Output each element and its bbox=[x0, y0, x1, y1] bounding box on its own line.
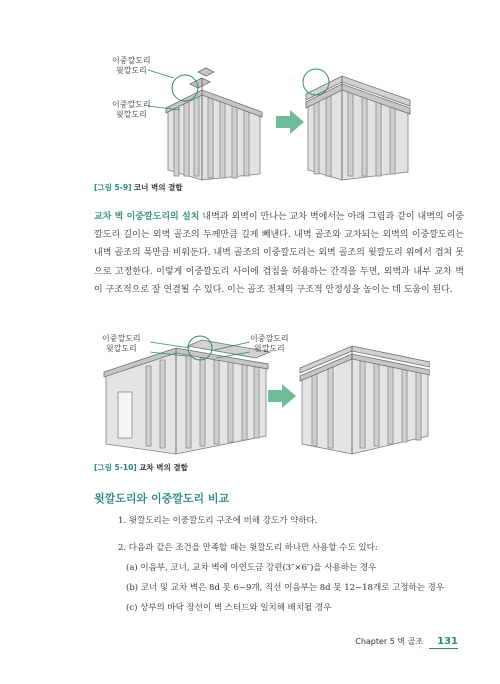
list-subitem-b: (b) 코너 및 교차 벽은 8d 못 6~9개, 직선 이음부는 8d 못 12~18개로 고정하는 경우 bbox=[126, 583, 445, 593]
corner-wall-after bbox=[303, 69, 410, 180]
page-number: 131 bbox=[429, 636, 458, 649]
caption-tag: [그림 5-9] bbox=[94, 183, 132, 192]
section-title: 윗깔도리와 이중깔도리 비교 bbox=[94, 492, 230, 505]
corner-wall-before bbox=[148, 68, 262, 180]
list-subitem-a: (a) 이음부, 코너, 교차 벽에 아연도금 강편(3″×6″)을 사용하는 경우 bbox=[126, 563, 377, 573]
label-right-double-top-plate: 이중깔도리 윗깔도리 bbox=[250, 334, 289, 353]
list-subitem-c: (c) 상부의 바닥 장선이 벽 스터드와 일치해 배치될 경우 bbox=[126, 603, 332, 613]
label-double-top-plate-upper: 이중깔도리 윗깔도리 bbox=[112, 56, 151, 75]
paragraph-body: 내벽과 외벽이 만나는 교차 벽에서는 아래 그림과 같이 내벽의 이중깔도리 길이는 외벽 골조의 두께만큼 길게 빼낸다. 내벽 골조와 교차되는 외벽의 이중깔도리는 내벽 골조의 폭만큼 비워둔다. 내벽 골조의 이중깔도리는 외벽 골조의 윗깔도리 위에서 겹쳐 못으로 고정한다. 이렇게 이중깔도리 사이에 겹침을 허용하는 간격을 두면, 외벽과 내부 교차 벽이 구조적으로 잘 연결될 수 있다. 이는 골조 전체의 구조적 안정성을 높이는 데 도움이 된다. bbox=[94, 212, 464, 295]
label-double-top-plate-lower: 이중깔도리 윗깔도리 bbox=[112, 100, 151, 119]
figure-5-9 bbox=[90, 52, 420, 182]
figure-5-10-caption bbox=[94, 462, 188, 473]
list-item-2: 2. 다음과 같은 조건을 만족할 때는 윗깔도리 하나만 사용할 수도 있다: bbox=[118, 543, 378, 553]
caption-text: 코너 벽의 결합 bbox=[133, 183, 183, 192]
label-left-double-top-plate: 이중깔도리 윗깔도리 bbox=[102, 334, 141, 353]
body-paragraph bbox=[94, 208, 464, 299]
paragraph-lead: 교차 벽 이중깔도리의 설치 bbox=[94, 212, 200, 222]
figure-5-9-caption bbox=[94, 182, 183, 193]
list-item-1: 1. 윗깔도리는 이중깔도리 구조에 비해 강도가 약하다. bbox=[118, 516, 318, 526]
caption-text: 교차 벽의 결합 bbox=[139, 463, 188, 472]
figure-5-10 bbox=[90, 326, 430, 458]
chapter-label: Chapter 5 벽 골조 bbox=[355, 637, 424, 646]
transition-arrow bbox=[276, 110, 304, 134]
caption-tag: [그림 5-10] bbox=[94, 463, 137, 472]
intersecting-wall-after bbox=[300, 346, 430, 454]
page-footer bbox=[355, 636, 458, 649]
transition-arrow bbox=[268, 384, 296, 408]
